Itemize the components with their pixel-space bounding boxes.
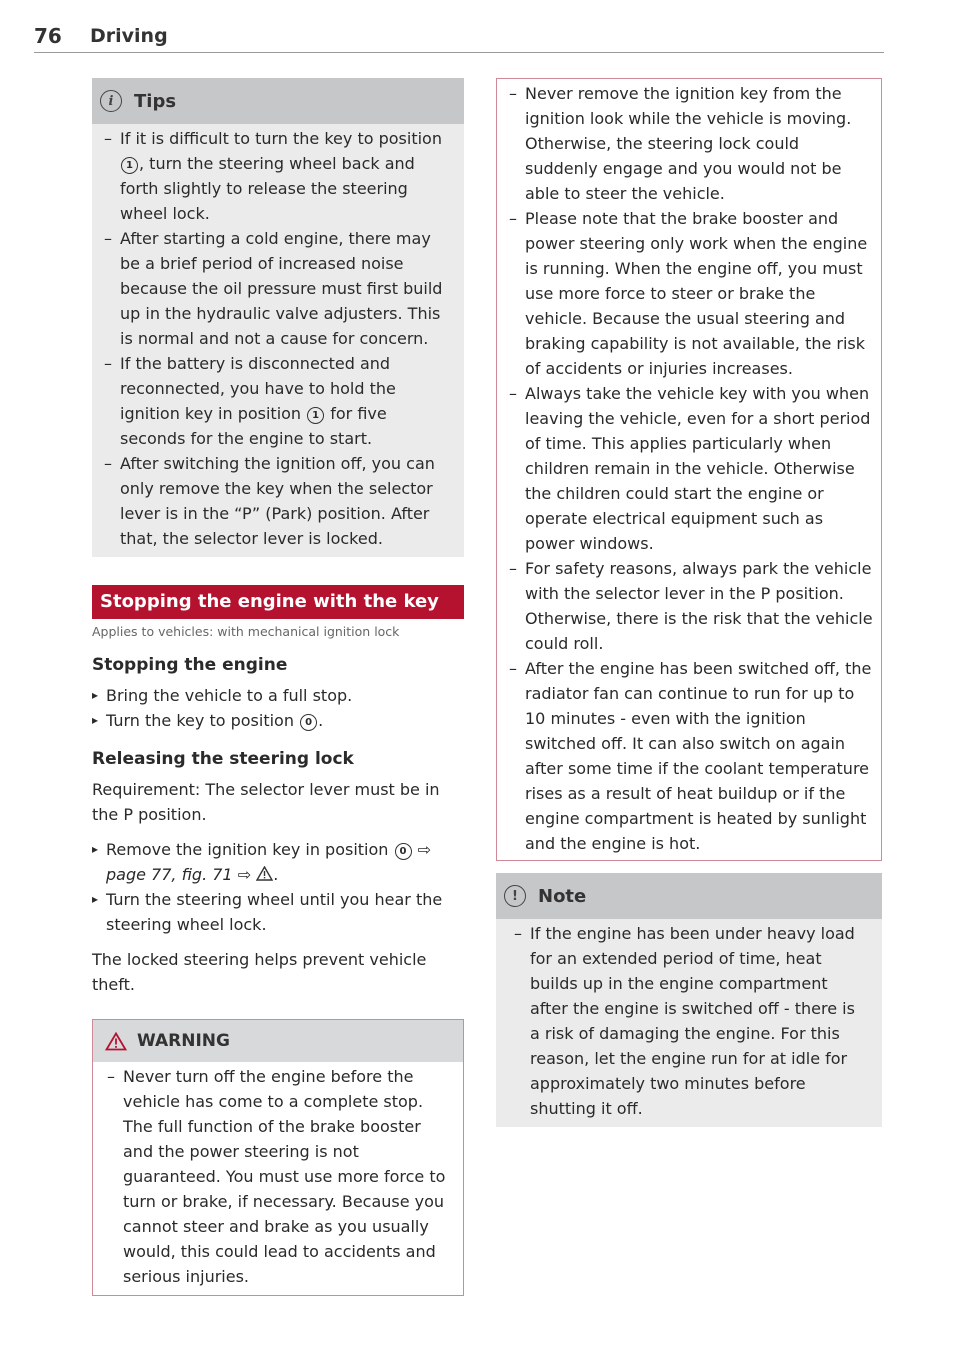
position-0-icon: 0: [395, 843, 412, 860]
subhead-stopping-engine: Stopping the engine: [92, 655, 288, 675]
step-item: ▸ Remove the ignition key in position 0 ⇨ page 77, fig. 71 ⇨ .: [92, 837, 464, 887]
right-column: [496, 78, 882, 1127]
tips-body: [92, 124, 464, 557]
warning-box: [92, 1019, 464, 1296]
warning-item: – After the engine has been switched off, the radiator fan can continue to run for up to 10 minutes - even with the ignition switched off. It can also switch on again after some time if the coolant temperature rises as a result of heat buildup or if the engine compartment is heated by sunlight and the engine is hot.: [509, 656, 873, 856]
step-item: ▸ Bring the vehicle to a full stop.: [92, 683, 464, 708]
warning-item: – For safety reasons, always park the vehicle with the selector lever in the P position. Otherwise, there is the risk that the vehicle could roll.: [509, 556, 873, 656]
position-0-icon: 0: [300, 714, 317, 731]
warning-title: WARNING: [137, 1031, 230, 1051]
requirement-text: Requirement: The selector lever must be in the P position.: [92, 780, 440, 824]
step-item: ▸ Turn the key to position 0 .: [92, 708, 464, 733]
tips-item: – After starting a cold engine, there may be a brief period of increased noise because the oil pressure must first build up in the hydraulic valve adjusters. This is normal and not a cause for concern.: [104, 226, 448, 351]
page-reference-link[interactable]: ⇨ page 77, fig. 71 ⇨: [106, 840, 432, 884]
section-heading-stopping: Stopping the engine with the key: [92, 585, 464, 619]
warning-item: – Please note that the brake booster and power steering only work when the engine is running. When the engine off, you must use more force to steer or brake the vehicle. Because the usual steering and braking capability is not available, the risk of accidents or injuries increases.: [509, 206, 873, 381]
closing-text: The locked steering helps prevent vehicle theft.: [92, 950, 427, 994]
warning-item: – Always take the vehicle key with you when leaving the vehicle, even for a short period of time. This applies particularly when children remain in the vehicle. Otherwise the children could start the engine or operate electrical equipment such as power windows.: [509, 381, 873, 556]
page-number: 76: [34, 24, 62, 48]
exclamation-icon: !: [504, 885, 526, 907]
tips-header: [92, 78, 464, 124]
tips-item: – After switching the ignition off, you can only remove the key when the selector lever is in the “P” (Park) position. After that, the selector lever is locked.: [104, 451, 448, 551]
left-column: [92, 78, 464, 1296]
note-box: [496, 873, 882, 1127]
warning-header: [93, 1020, 463, 1062]
warning-box-continued: [496, 78, 882, 861]
warning-triangle-icon: [105, 1032, 127, 1051]
warning-body: [93, 1062, 463, 1295]
step-item: ▸ Turn the steering wheel until you hear the steering wheel lock.: [92, 887, 464, 937]
info-icon: i: [100, 90, 122, 112]
warning-item: – Never turn off the engine before the vehicle has come to a complete stop. The full function of the brake booster and the power steering is not guaranteed. You must use more force to turn or brake, if necessary. Because you cannot steer and brake as you usually would, this could lead to accidents and serious injuries.: [107, 1064, 451, 1289]
warning-triangle-icon: [256, 866, 273, 881]
tips-item: – If it is difficult to turn the key to position 1 , turn the steering wheel back and forth slightly to release the steering wheel lock.: [104, 126, 448, 226]
tips-box: [92, 78, 464, 557]
warning-item: – Never remove the ignition key from the ignition look while the vehicle is moving. Otherwise, the steering lock could suddenly engage and you would not be able to steer the vehicle.: [509, 81, 873, 206]
tips-item: – If the battery is disconnected and reconnected, you have to hold the ignition key in position 1 for five seconds for the engine to start.: [104, 351, 448, 451]
applies-to: Applies to vehicles: with mechanical ignition lock: [92, 624, 400, 639]
note-body: [496, 919, 882, 1127]
section-title: Driving: [90, 25, 168, 47]
note-item: – If the engine has been under heavy load for an extended period of time, heat builds up in the engine compartment after the engine is switched off - there is a risk of damaging the engine. For this reason, let the engine run for at idle for approximately two minutes before shutting it off.: [514, 921, 866, 1121]
position-1-icon: 1: [121, 157, 138, 174]
subhead-releasing-lock: Releasing the steering lock: [92, 749, 354, 769]
position-1-icon: 1: [307, 407, 324, 424]
page-header: [34, 22, 884, 53]
note-header: [496, 873, 882, 919]
tips-title: Tips: [134, 90, 177, 112]
note-title: Note: [538, 885, 587, 907]
